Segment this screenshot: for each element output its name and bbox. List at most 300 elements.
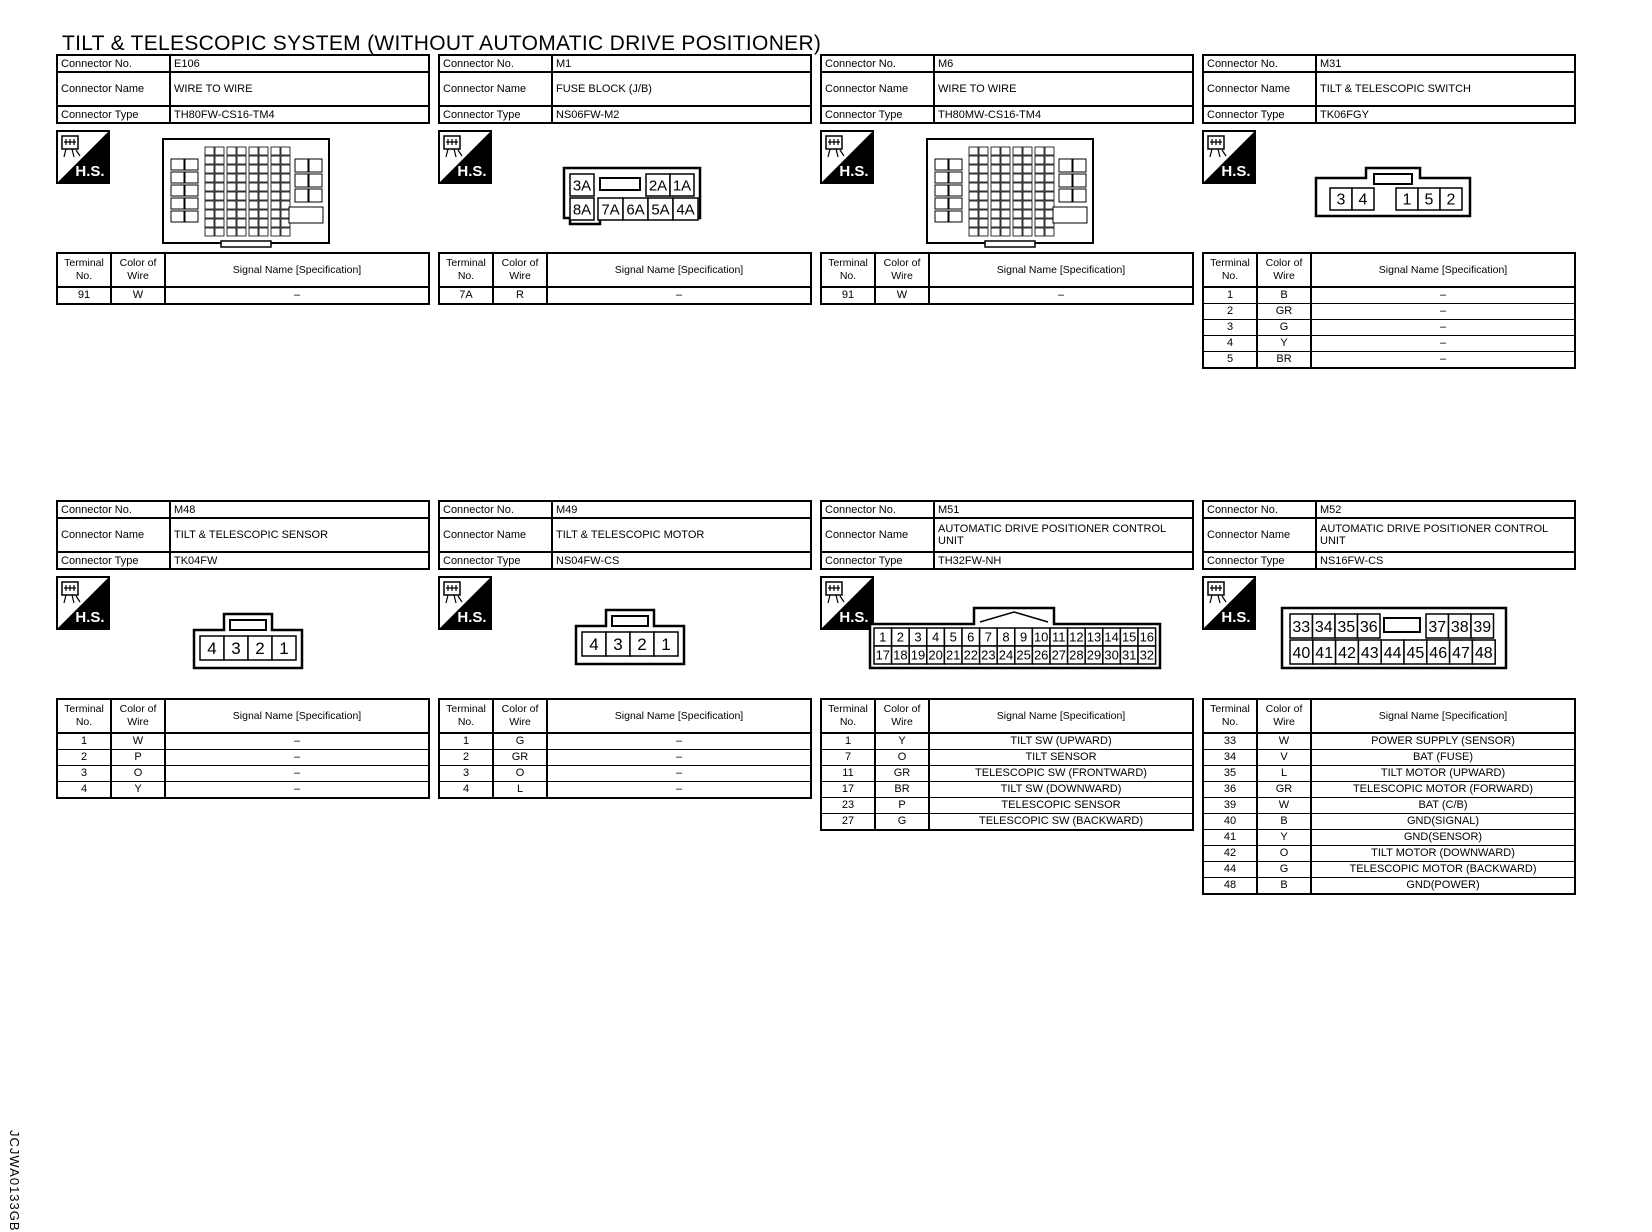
cavity-number: 2 <box>637 635 647 655</box>
terminal-table <box>56 698 430 799</box>
cavity-number: 25 <box>1016 647 1031 663</box>
signal-name: TILT SW (DOWNWARD) <box>929 782 1193 798</box>
terminal-no: 35 <box>1203 766 1257 782</box>
wire-color: Y <box>1257 336 1311 352</box>
terminal-row <box>57 750 429 766</box>
connector-block-m49 <box>438 500 812 795</box>
terminal-no: 41 <box>1203 830 1257 846</box>
connector-name-label: Connector Name <box>57 72 170 106</box>
signal-name-header: Signal Name [Specification] <box>165 253 429 287</box>
connector-type: TH80FW-CS16-TM4 <box>170 106 429 123</box>
signal-name: – <box>1311 336 1575 352</box>
cavity-number: 23 <box>981 647 996 663</box>
color-of-wire-header: Color of Wire <box>875 699 929 733</box>
signal-name: TILT MOTOR (DOWNWARD) <box>1311 846 1575 862</box>
cavity-number: 7A <box>601 201 620 219</box>
cavity-number: 16 <box>1139 629 1155 645</box>
connector-header-table <box>438 500 812 570</box>
terminal-no: 1 <box>821 733 875 750</box>
cavity-number: 17 <box>875 647 891 663</box>
connector-name: AUTOMATIC DRIVE POSITIONER CONTROL UNIT <box>1316 518 1575 552</box>
terminal-row <box>1203 782 1575 798</box>
cavity-number: 1 <box>879 629 887 645</box>
terminal-no: 34 <box>1203 750 1257 766</box>
cavity-number: 32 <box>1139 647 1155 663</box>
cavity-number: 3 <box>613 635 623 655</box>
signal-name-header: Signal Name [Specification] <box>929 699 1193 733</box>
wire-color: P <box>111 750 165 766</box>
terminal-row <box>1203 320 1575 336</box>
cavity-number: 36 <box>1359 619 1378 637</box>
connector-no-label: Connector No. <box>821 55 934 72</box>
cavity-number: 1 <box>1402 191 1412 209</box>
terminal-no: 5 <box>1203 352 1257 369</box>
cavity-number: 14 <box>1104 629 1119 645</box>
connector-no-label: Connector No. <box>821 501 934 518</box>
terminal-no: 36 <box>1203 782 1257 798</box>
cavity-number: 4 <box>1358 191 1368 209</box>
terminal-row <box>821 750 1193 766</box>
terminal-row <box>57 766 429 782</box>
wire-color: V <box>1257 750 1311 766</box>
terminal-row <box>57 782 429 799</box>
terminal-no: 44 <box>1203 862 1257 878</box>
connector-type-label: Connector Type <box>821 106 934 123</box>
cavity-number: 3 <box>231 639 241 659</box>
terminal-no-header: Terminal No. <box>439 699 493 733</box>
connector-type: TH32FW-NH <box>934 552 1193 569</box>
terminal-row <box>821 766 1193 782</box>
connector-name: TILT & TELESCOPIC MOTOR <box>552 518 811 552</box>
terminal-no: 3 <box>57 766 111 782</box>
color-of-wire-header: Color of Wire <box>1257 699 1311 733</box>
terminal-no-header: Terminal No. <box>1203 699 1257 733</box>
wire-color: P <box>875 798 929 814</box>
wire-color: BR <box>1257 352 1311 369</box>
cavity-number: 13 <box>1086 629 1102 645</box>
connector-face-diagram <box>925 137 1095 249</box>
cavity-number: 38 <box>1450 619 1469 637</box>
signal-name: – <box>165 733 429 750</box>
wire-color: Y <box>875 733 929 750</box>
cavity-number: 4 <box>207 639 217 659</box>
terminal-row <box>821 814 1193 831</box>
terminal-row <box>1203 304 1575 320</box>
signal-name: TILT MOTOR (UPWARD) <box>1311 766 1575 782</box>
terminal-table <box>820 698 1194 831</box>
connector-header-table <box>820 54 1194 124</box>
signal-name: TELESCOPIC MOTOR (BACKWARD) <box>1311 862 1575 878</box>
terminal-no-header: Terminal No. <box>821 253 875 287</box>
signal-name: TILT SENSOR <box>929 750 1193 766</box>
wire-color: L <box>493 782 547 799</box>
connector-type-label: Connector Type <box>57 552 170 569</box>
cavity-number: 30 <box>1104 647 1119 663</box>
signal-name: TELESCOPIC SENSOR <box>929 798 1193 814</box>
connector-name: FUSE BLOCK (J/B) <box>552 72 811 106</box>
wire-color: O <box>875 750 929 766</box>
terminal-row <box>821 782 1193 798</box>
cavity-number: 1 <box>279 639 289 659</box>
color-of-wire-header: Color of Wire <box>493 253 547 287</box>
terminal-row <box>1203 336 1575 352</box>
cavity-number: 2 <box>255 639 265 659</box>
terminal-no-header: Terminal No. <box>57 253 111 287</box>
terminal-row <box>1203 878 1575 895</box>
connector-header-table <box>56 54 430 124</box>
terminal-table <box>1202 698 1576 895</box>
connector-type: TK04FW <box>170 552 429 569</box>
cavity-number: 40 <box>1292 645 1311 663</box>
wire-color: GR <box>493 750 547 766</box>
cavity-number: 43 <box>1360 645 1379 663</box>
connector-no-label: Connector No. <box>439 501 552 518</box>
connector-no: M51 <box>934 501 1193 518</box>
wire-color: Y <box>1257 830 1311 846</box>
cavity-number: 39 <box>1473 619 1492 637</box>
connector-no-label: Connector No. <box>57 501 170 518</box>
connector-no-label: Connector No. <box>1203 55 1316 72</box>
signal-name: BAT (C/B) <box>1311 798 1575 814</box>
connector-name-label: Connector Name <box>1203 72 1316 106</box>
cavity-number: 2 <box>1446 191 1456 209</box>
connector-block-e106 <box>56 54 430 301</box>
cavity-number: 7 <box>984 629 993 645</box>
terminal-no: 7A <box>439 287 493 304</box>
connector-name-label: Connector Name <box>439 518 552 552</box>
signal-name: TELESCOPIC SW (BACKWARD) <box>929 814 1193 831</box>
connector-no: M48 <box>170 501 429 518</box>
terminal-no: 1 <box>439 733 493 750</box>
cavity-number: 5 <box>949 629 957 645</box>
connector-block-m31 <box>1202 54 1576 365</box>
connector-type: TK06FGY <box>1316 106 1575 123</box>
cavity-number: 33 <box>1292 619 1311 637</box>
cavity-number: 28 <box>1069 647 1084 663</box>
cavity-number: 10 <box>1033 629 1049 645</box>
signal-name: – <box>929 287 1193 304</box>
terminal-no-header: Terminal No. <box>57 699 111 733</box>
terminal-row <box>1203 352 1575 369</box>
connector-name-label: Connector Name <box>439 72 552 106</box>
cavity-number: 9 <box>1019 629 1028 645</box>
wire-color: O <box>493 766 547 782</box>
terminal-no: 4 <box>1203 336 1257 352</box>
terminal-no: 4 <box>439 782 493 799</box>
cavity-number: 11 <box>1052 629 1066 645</box>
terminal-row <box>1203 750 1575 766</box>
connector-face-diagram <box>868 604 1162 670</box>
connector-name-label: Connector Name <box>57 518 170 552</box>
cavity-number: 42 <box>1338 645 1356 663</box>
terminal-row <box>1203 287 1575 304</box>
terminal-no: 2 <box>439 750 493 766</box>
cavity-number: 18 <box>893 647 908 663</box>
wire-color: Y <box>111 782 165 799</box>
cavity-number: 5 <box>1424 191 1434 209</box>
terminal-row <box>439 782 811 799</box>
terminal-row <box>1203 830 1575 846</box>
cavity-number: 3 <box>1336 191 1346 209</box>
connector-no: M6 <box>934 55 1193 72</box>
terminal-table <box>56 252 430 305</box>
connector-block-m51 <box>820 500 1194 827</box>
cavity-number: 48 <box>1474 645 1493 663</box>
cavity-number: 19 <box>910 647 926 663</box>
terminal-no: 23 <box>821 798 875 814</box>
page-title: TILT & TELESCOPIC SYSTEM (WITHOUT AUTOMATIC DRIVE POSITIONER) <box>62 32 822 55</box>
signal-name: GND(SENSOR) <box>1311 830 1575 846</box>
connector-type-label: Connector Type <box>1203 552 1316 569</box>
terminal-row <box>439 287 811 304</box>
cavity-number: 8A <box>572 201 592 219</box>
svg-text:H.S.: H.S. <box>1221 609 1251 626</box>
wire-color: G <box>493 733 547 750</box>
connector-no-label: Connector No. <box>439 55 552 72</box>
terminal-no-header: Terminal No. <box>821 699 875 733</box>
connector-name: TILT & TELESCOPIC SWITCH <box>1316 72 1575 106</box>
connector-type-label: Connector Type <box>57 106 170 123</box>
terminal-row <box>57 287 429 304</box>
wire-color: GR <box>875 766 929 782</box>
terminal-row <box>1203 766 1575 782</box>
connector-type: TH80MW-CS16-TM4 <box>934 106 1193 123</box>
terminal-row <box>1203 733 1575 750</box>
svg-text:H.S.: H.S. <box>75 163 105 180</box>
terminal-no: 91 <box>821 287 875 304</box>
connector-no: M31 <box>1316 55 1575 72</box>
wire-color: O <box>1257 846 1311 862</box>
svg-text:H.S.: H.S. <box>457 609 487 626</box>
harness-side-icon <box>56 130 110 184</box>
terminal-table <box>1202 252 1576 369</box>
harness-side-icon <box>820 130 874 184</box>
connector-name: WIRE TO WIRE <box>170 72 429 106</box>
harness-side-icon <box>438 576 492 630</box>
terminal-no: 33 <box>1203 733 1257 750</box>
wire-color: G <box>1257 862 1311 878</box>
signal-name-header: Signal Name [Specification] <box>547 253 811 287</box>
signal-name-header: Signal Name [Specification] <box>547 699 811 733</box>
wire-color: B <box>1257 814 1311 830</box>
terminal-row <box>821 798 1193 814</box>
signal-name: – <box>547 766 811 782</box>
cavity-number: 45 <box>1406 645 1425 663</box>
signal-name: BAT (FUSE) <box>1311 750 1575 766</box>
signal-name: TELESCOPIC SW (FRONTWARD) <box>929 766 1193 782</box>
connector-type: NS16FW-CS <box>1316 552 1575 569</box>
terminal-no: 27 <box>821 814 875 831</box>
connector-no: M52 <box>1316 501 1575 518</box>
cavity-number: 5A <box>651 201 670 219</box>
terminal-no: 4 <box>57 782 111 799</box>
wire-color: G <box>1257 320 1311 336</box>
signal-name: GND(POWER) <box>1311 878 1575 895</box>
terminal-row <box>821 287 1193 304</box>
wire-color: G <box>875 814 929 831</box>
connector-type: NS06FW-M2 <box>552 106 811 123</box>
connector-face-diagram <box>562 160 704 226</box>
signal-name: – <box>165 750 429 766</box>
signal-name: TELESCOPIC MOTOR (FORWARD) <box>1311 782 1575 798</box>
connector-header-table <box>56 500 430 570</box>
connector-name-label: Connector Name <box>821 518 934 552</box>
connector-block-m1 <box>438 54 812 301</box>
cavity-number: 29 <box>1086 647 1102 663</box>
cavity-number: 35 <box>1337 619 1356 637</box>
cavity-number: 4A <box>676 201 695 219</box>
connector-header-table <box>1202 54 1576 124</box>
wire-color: R <box>493 287 547 304</box>
terminal-row <box>1203 862 1575 878</box>
connector-no-label: Connector No. <box>57 55 170 72</box>
connector-type-label: Connector Type <box>439 552 552 569</box>
terminal-no: 1 <box>1203 287 1257 304</box>
wire-color: W <box>1257 798 1311 814</box>
terminal-no: 17 <box>821 782 875 798</box>
signal-name: – <box>165 782 429 799</box>
signal-name-header: Signal Name [Specification] <box>1311 699 1575 733</box>
cavity-number: 15 <box>1121 629 1137 645</box>
terminal-no: 11 <box>821 766 875 782</box>
terminal-no: 91 <box>57 287 111 304</box>
signal-name: – <box>1311 287 1575 304</box>
harness-side-icon <box>56 576 110 630</box>
connector-block-m6 <box>820 54 1194 301</box>
cavity-number: 41 <box>1315 645 1334 663</box>
connector-type-label: Connector Type <box>1203 106 1316 123</box>
connector-no: E106 <box>170 55 429 72</box>
connector-block-m48 <box>56 500 430 795</box>
signal-name: TILT SW (UPWARD) <box>929 733 1193 750</box>
cavity-number: 2 <box>896 629 905 645</box>
wire-color: L <box>1257 766 1311 782</box>
terminal-table <box>820 252 1194 305</box>
wire-color: W <box>1257 733 1311 750</box>
connector-face-diagram <box>574 606 686 668</box>
connector-type-label: Connector Type <box>439 106 552 123</box>
cavity-number: 3A <box>572 177 592 195</box>
terminal-no: 42 <box>1203 846 1257 862</box>
cavity-number: 8 <box>1002 629 1010 645</box>
terminal-no: 3 <box>1203 320 1257 336</box>
cavity-number: 21 <box>945 647 961 663</box>
harness-side-icon <box>1202 130 1256 184</box>
signal-name: – <box>547 750 811 766</box>
signal-name-header: Signal Name [Specification] <box>1311 253 1575 287</box>
cavity-number: 3 <box>914 629 922 645</box>
cavity-number: 20 <box>928 647 943 663</box>
cavity-number: 27 <box>1051 647 1067 663</box>
figure-code: JCJWA0133GB <box>7 1130 22 1232</box>
connector-face-diagram <box>1280 606 1510 672</box>
terminal-row <box>439 733 811 750</box>
terminal-no: 39 <box>1203 798 1257 814</box>
connector-no: M49 <box>552 501 811 518</box>
cavity-number: 2A <box>648 177 668 195</box>
connector-no-label: Connector No. <box>1203 501 1316 518</box>
color-of-wire-header: Color of Wire <box>111 699 165 733</box>
terminal-row <box>439 766 811 782</box>
harness-side-icon <box>820 576 874 630</box>
color-of-wire-header: Color of Wire <box>875 253 929 287</box>
terminal-row <box>439 750 811 766</box>
cavity-number: 6 <box>967 629 975 645</box>
cavity-number: 6A <box>626 201 645 219</box>
signal-name: – <box>547 733 811 750</box>
connector-face-diagram <box>1314 164 1474 220</box>
wire-color: W <box>875 287 929 304</box>
signal-name: – <box>165 287 429 304</box>
terminal-no: 48 <box>1203 878 1257 895</box>
connector-header-table <box>820 500 1194 570</box>
signal-name-header: Signal Name [Specification] <box>929 253 1193 287</box>
cavity-number: 22 <box>963 647 979 663</box>
signal-name: – <box>547 782 811 799</box>
harness-side-icon <box>1202 576 1256 630</box>
terminal-no-header: Terminal No. <box>1203 253 1257 287</box>
connector-name-label: Connector Name <box>1203 518 1316 552</box>
cavity-number: 4 <box>589 635 599 655</box>
connector-name-label: Connector Name <box>821 72 934 106</box>
wire-color: GR <box>1257 782 1311 798</box>
svg-text:H.S.: H.S. <box>457 163 487 180</box>
connector-header-table <box>1202 500 1576 570</box>
wire-color: GR <box>1257 304 1311 320</box>
signal-name: – <box>1311 320 1575 336</box>
terminal-no: 2 <box>1203 304 1257 320</box>
terminal-row <box>1203 814 1575 830</box>
connector-face-diagram <box>161 137 331 249</box>
cavity-number: 26 <box>1033 647 1049 663</box>
cavity-number: 31 <box>1121 647 1137 663</box>
color-of-wire-header: Color of Wire <box>1257 253 1311 287</box>
cavity-number: 4 <box>931 629 940 645</box>
harness-side-icon <box>438 130 492 184</box>
signal-name: – <box>165 766 429 782</box>
connector-type: NS04FW-CS <box>552 552 811 569</box>
color-of-wire-header: Color of Wire <box>111 253 165 287</box>
cavity-number: 44 <box>1383 645 1402 663</box>
connector-type-label: Connector Type <box>821 552 934 569</box>
cavity-number: 24 <box>998 647 1014 663</box>
color-of-wire-header: Color of Wire <box>493 699 547 733</box>
svg-text:H.S.: H.S. <box>839 609 869 626</box>
terminal-no: 1 <box>57 733 111 750</box>
terminal-table <box>438 698 812 799</box>
cavity-number: 46 <box>1429 645 1448 663</box>
terminal-row <box>1203 798 1575 814</box>
terminal-no: 3 <box>439 766 493 782</box>
signal-name: POWER SUPPLY (SENSOR) <box>1311 733 1575 750</box>
cavity-number: 1 <box>661 635 671 655</box>
svg-text:H.S.: H.S. <box>839 163 869 180</box>
terminal-row <box>1203 846 1575 862</box>
terminal-no-header: Terminal No. <box>439 253 493 287</box>
connector-block-m52 <box>1202 500 1576 891</box>
wire-color: W <box>111 733 165 750</box>
cavity-number: 1A <box>672 177 692 195</box>
signal-name: GND(SIGNAL) <box>1311 814 1575 830</box>
terminal-no: 40 <box>1203 814 1257 830</box>
terminal-row <box>821 733 1193 750</box>
wire-color: BR <box>875 782 929 798</box>
connector-header-table <box>438 54 812 124</box>
signal-name: – <box>1311 352 1575 369</box>
connector-no: M1 <box>552 55 811 72</box>
terminal-table <box>438 252 812 305</box>
connector-face-diagram <box>192 610 304 672</box>
